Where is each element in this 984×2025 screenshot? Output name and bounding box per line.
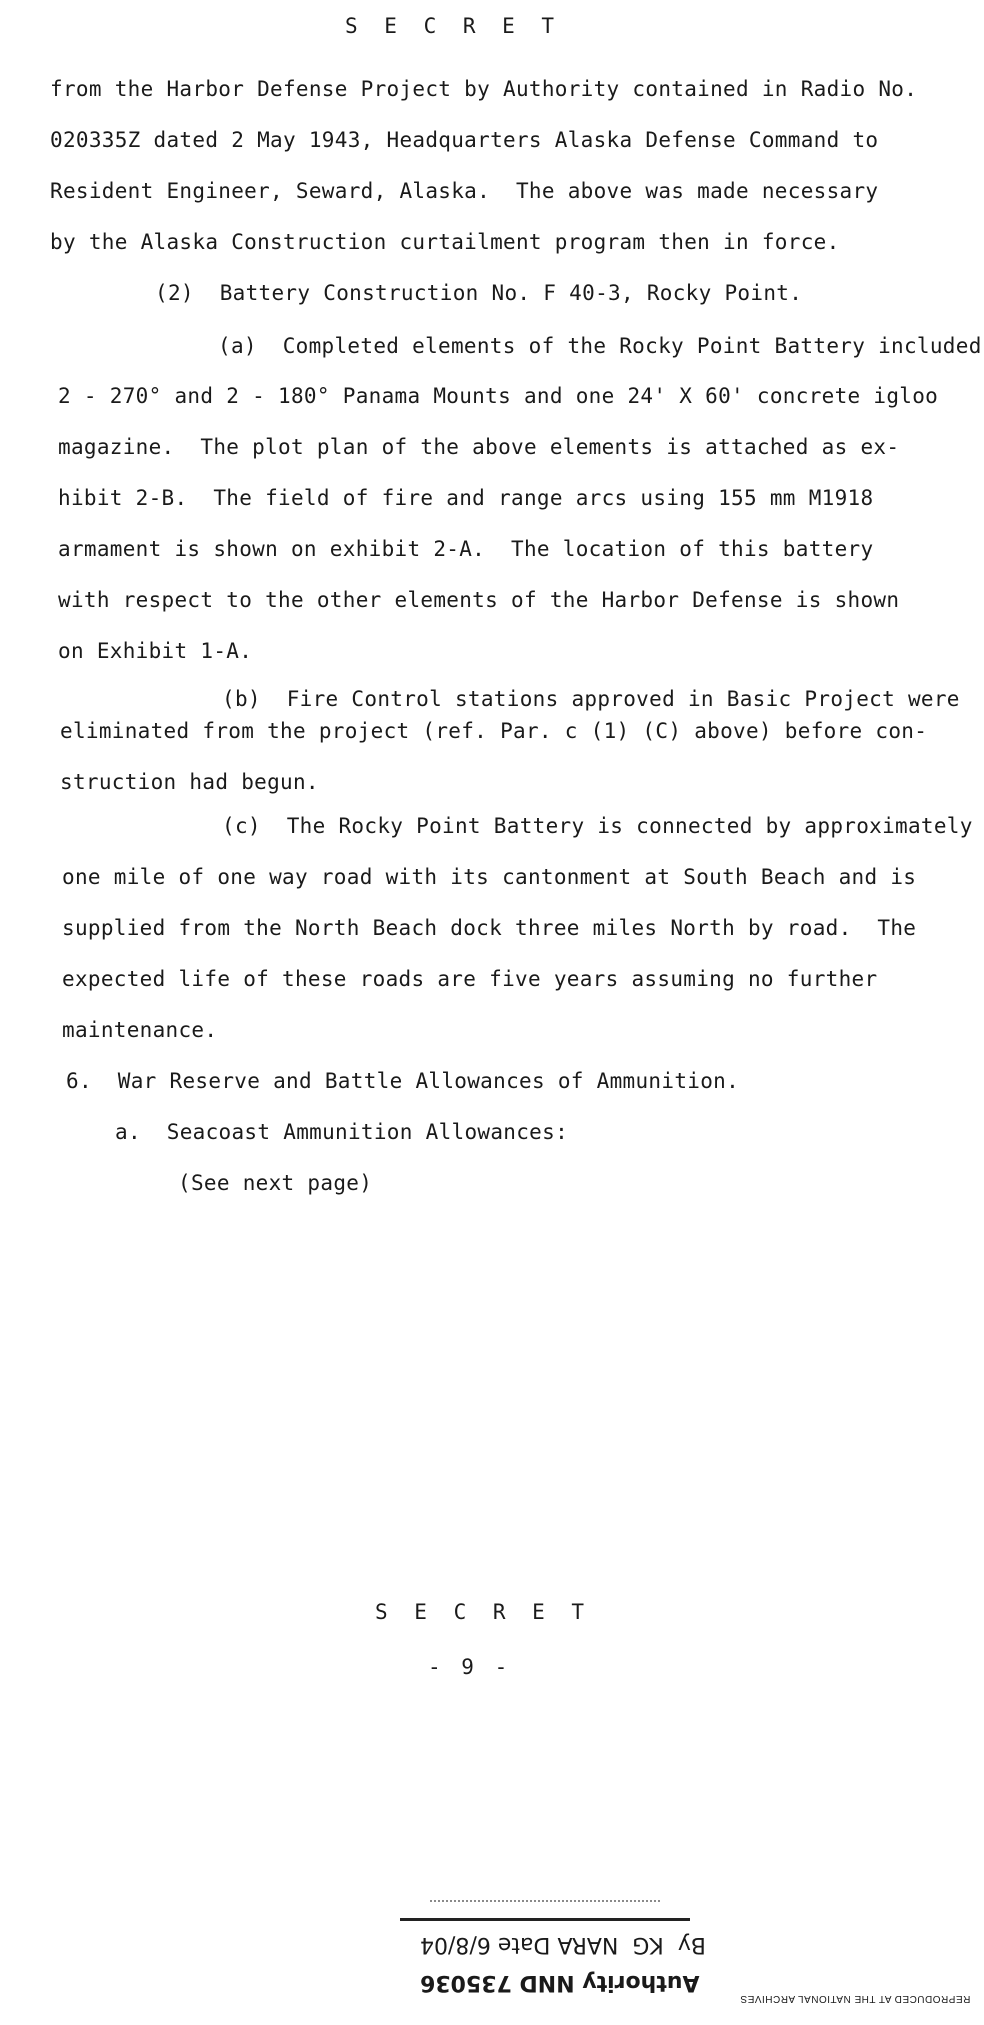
archive-reproduction-note: REPRODUCED AT THE NATIONAL ARCHIVES — [740, 1993, 971, 2004]
body-line: Resident Engineer, Seward, Alaska. The above was made necessary — [50, 179, 879, 203]
body-line: struction had begun. — [60, 770, 319, 794]
declassification-stamp — [400, 1900, 706, 2010]
body-line: by the Alaska Construction curtailment program then in force. — [50, 230, 840, 254]
body-line: 2 - 270° and 2 - 180° Panama Mounts and one 24' X 60' concrete igloo — [58, 384, 939, 408]
body-line: (c) The Rocky Point Battery is connected by approximately — [222, 814, 973, 838]
body-line: (See next page) — [178, 1171, 373, 1195]
stamp-rule — [400, 1918, 690, 1921]
body-line: hibit 2-B. The field of fire and range arcs using 155 mm M1918 — [58, 486, 874, 510]
body-line: expected life of these roads are five years assuming no further — [62, 967, 878, 991]
page-number: - 9 - — [428, 1655, 512, 1679]
body-line: supplied from the North Beach dock three miles North by road. The — [62, 916, 917, 940]
stamp-authority-line: Authority NND 735036 — [420, 1970, 700, 1995]
body-line: (a) Completed elements of the Rocky Point Battery included — [218, 334, 982, 358]
body-line: eliminated from the project (ref. Par. c (1) (C) above) before con- — [60, 719, 928, 743]
body-line: one mile of one way road with its cantonment at South Beach and is — [62, 865, 917, 889]
body-line: armament is shown on exhibit 2-A. The location of this battery — [58, 537, 874, 561]
stamp-date-line: By KG NARA Date 6/8/04 — [420, 1932, 706, 1957]
security-classification-footer: S E C R E T — [375, 1600, 592, 1624]
body-line: on Exhibit 1-A. — [58, 639, 253, 663]
body-line: magazine. The plot plan of the above elements is attached as ex- — [58, 435, 900, 459]
body-line: with respect to the other elements of the Harbor Defense is shown — [58, 588, 900, 612]
body-line: (b) Fire Control stations approved in Basic Project were — [222, 687, 960, 711]
section-heading: 6. War Reserve and Battle Allowances of Ammunition. — [66, 1069, 740, 1093]
body-line: maintenance. — [62, 1018, 218, 1042]
body-line: from the Harbor Defense Project by Authority contained in Radio No. — [50, 77, 918, 101]
security-classification-header: S E C R E T — [345, 14, 562, 38]
subsection-heading: (2) Battery Construction No. F 40-3, Rocky Point. — [155, 281, 803, 305]
subsection-heading: a. Seacoast Ammunition Allowances: — [115, 1120, 569, 1144]
body-line: 020335Z dated 2 May 1943, Headquarters Alaska Defense Command to — [50, 128, 879, 152]
stamp-dotted-rule — [430, 1900, 660, 1906]
